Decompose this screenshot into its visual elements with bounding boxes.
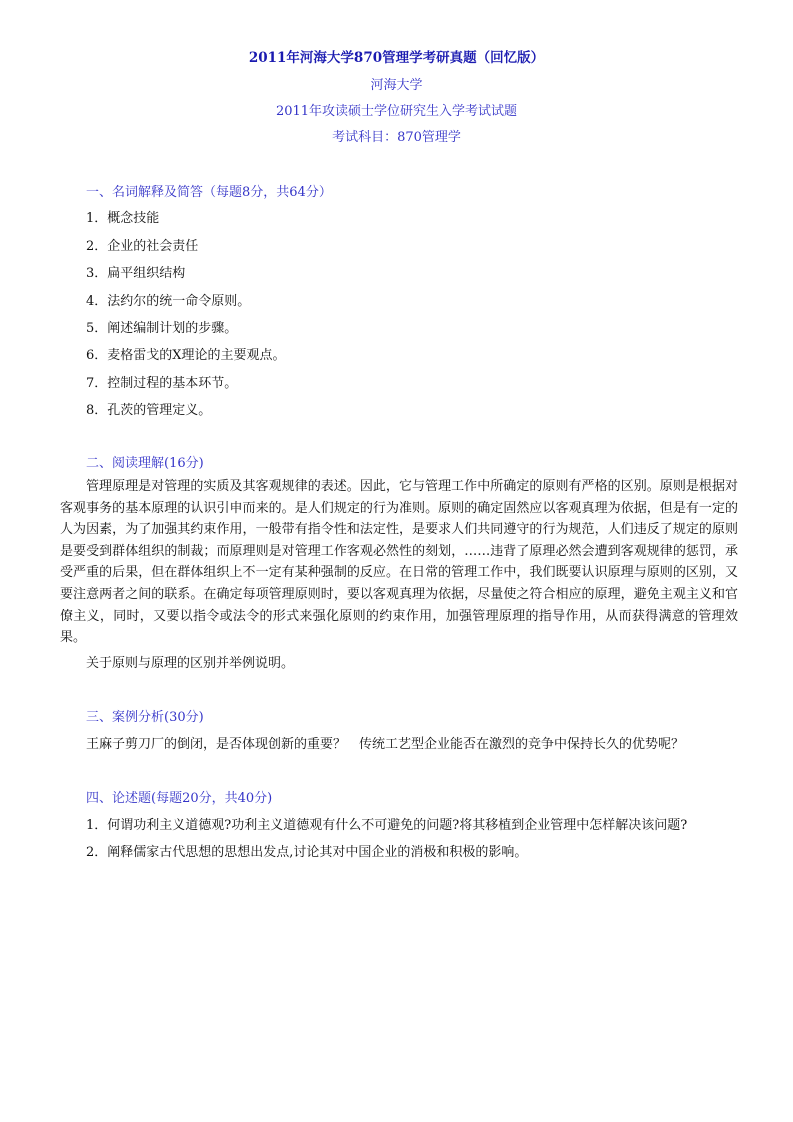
document-title: 2011年河海大学870管理学考研真题（回忆版）	[248, 50, 545, 66]
list-item: 7．控制过程的基本环节。	[86, 376, 238, 391]
section1-heading: 一、名词解释及简答（每题8分，共64分）	[86, 185, 332, 200]
list-item: 3．扁平组织结构	[86, 266, 186, 281]
list-item: 5．阐述编制计划的步骤。	[86, 321, 238, 336]
section4-heading: 四、论述题(每题20分，共40分)	[86, 791, 273, 806]
list-item: 6．麦格雷戈的X理论的主要观点。	[86, 348, 286, 363]
section2-heading: 二、阅读理解(16分)	[86, 456, 204, 471]
exam-name: 2011年攻读硕士学位研究生入学考试试题	[275, 104, 518, 119]
list-item: 8．孔茨的管理定义。	[86, 403, 212, 418]
list-item: 2．企业的社会责任	[86, 239, 199, 254]
list-item: 1．概念技能	[86, 211, 160, 226]
exam-subject: 考试科目：870管理学	[332, 130, 461, 145]
reading-passage: 管理原理是对管理的实质及其客观规律的表述。因此，它与管理工作中所确定的原则有严格的区别。原则是根据对客观事务的基本原理的认识引申而来的。是人们规定的行为准则。原则的确定固然应以客观真理为依据，但是有一定的人为因素，为了加强其约束作用，一般带有指令性和法定性，是要求人们共同遵守的行为规范，人们违反了规定的原则是要受到群体组织的制裁；而原理则是对管理工作客观必然性的刻划，……违背了原理必然会遭到客观规律的惩罚，承受严重的后果，但在群体组织上不一定有某种强制的反应。在日常的管理工作中，我们既要认识原理与原则的区别，又要注意两者之间的联系。在确定每项管理原则时，要以客观真理为依据，尽量使之符合相应的原理，避免主观主义和官僚主义，同时，又要以指令或法令的形式来强化原则的约束作用，加强管理原理的指导作用，从而获得满意的管理效果。	[60, 479, 738, 646]
list-item: 4．法约尔的统一命令原则。	[86, 294, 251, 309]
list-item: 2．阐释儒家古代思想的思想出发点,讨论其对中国企业的消极和积极的影响。	[86, 845, 528, 860]
reading-question: 关于原则与原理的区别并举例说明。	[86, 656, 295, 671]
list-item: 1．何谓功利主义道德观?功利主义道德观有什么不可避免的问题?将其移植到企业管理中怎样解决该问题?	[86, 818, 688, 833]
section3-heading: 三、案例分析(30分)	[86, 710, 204, 725]
case-question: 王麻子剪刀厂的倒闭，是否体现创新的重要？ 传统工艺型企业能否在激烈的竞争中保持长久的优势呢？	[86, 737, 685, 752]
school-name: 河海大学	[370, 78, 423, 93]
